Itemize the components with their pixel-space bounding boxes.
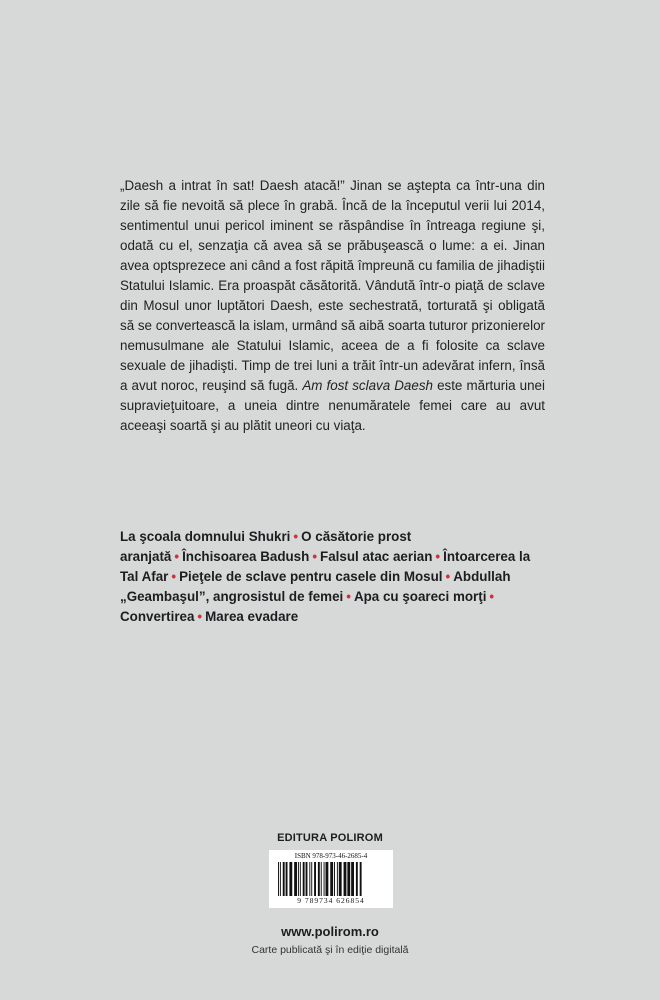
chapter-item: O căsătorie prost aranjată — [120, 529, 412, 564]
chapter-item: Închisoarea Badush — [182, 549, 310, 564]
barcode-bar — [286, 862, 288, 896]
blurb-paragraph — [120, 176, 545, 436]
chapter-list — [120, 527, 548, 627]
barcode-bar — [278, 862, 279, 896]
barcode-bar — [326, 862, 329, 896]
bullet-separator: • — [489, 589, 495, 604]
barcode-bar — [289, 862, 292, 896]
barcode-bar — [337, 862, 338, 896]
barcode-bar — [360, 862, 362, 896]
barcode-bar — [347, 862, 350, 896]
blurb-text-part2: este mărturia unei supravieţuitoare, a uneia dintre nenumăratele femei care au avut aceeaşi soartă şi au plătit uneori cu viaţa. — [120, 378, 545, 433]
digital-edition-note: Carte publicată şi în ediţie digitală — [251, 944, 409, 956]
chapter-item: Întoarcerea la Tal Afar — [120, 549, 531, 584]
barcode-bar — [351, 862, 354, 896]
barcode-bar — [311, 862, 312, 896]
barcode-bar — [283, 862, 285, 896]
barcode-bar — [298, 862, 299, 896]
barcode-bar — [280, 862, 281, 896]
bullet-separator: • — [435, 549, 441, 564]
bullet-separator: • — [293, 529, 299, 544]
chapter-item: Convertirea — [120, 609, 195, 624]
barcode-digits: 9 789734 626854 — [297, 896, 365, 905]
barcode-bar — [356, 862, 358, 896]
chapter-item: La şcoala domnului Shukri — [120, 529, 291, 544]
barcode-bar — [334, 862, 335, 896]
blurb-text-part1: „Daesh a intrat în sat! Daesh atacă!” Jinan se aştepta ca într-una din zile să fie nevoită să plece în grabă. Încă de la începutul verii lui 2014, sentimentul unui pericol iminent se răspândise în întreaga regiune şi, odată cu el, senzaţia că avea să se prăbuşească o lume: a ei. Jinan avea optsprezece ani când a fost răpită împreună cu familia de jihadiştii Statului Islamic. Era proaspăt căsătorită. Vândută într-o piaţă de sclave din Mosul unor luptători Daesh, este sechestrată, torturată şi obligată să se convertească la islam, urmând să aibă soarta tuturor prizonierelor nemusulmane ale Statului Islamic, aceea de a fi folosite ca sclave sexuale de jihadişti. Timp de trei luni a trăit într-un adevărat infern, însă a avut noroc, reuşind să fugă. — [120, 178, 545, 393]
book-title-italic: Am fost sclava Daesh — [302, 378, 433, 393]
chapter-item: Pieţele de sclave pentru casele din Mosul — [179, 569, 443, 584]
barcode-bar — [330, 862, 333, 896]
barcode-bar — [314, 862, 316, 896]
barcode-bar — [306, 862, 308, 896]
chapter-item: Apa cu şoareci morţi — [353, 589, 487, 604]
chapter-item: Falsul atac aerian — [320, 549, 433, 564]
barcode-bar — [324, 862, 325, 896]
bullet-separator: • — [445, 569, 451, 584]
bullet-separator: • — [197, 609, 203, 624]
barcode-bar — [321, 862, 322, 896]
barcode-bar — [300, 862, 301, 896]
publisher-name: EDITURA POLIROM — [277, 832, 383, 844]
barcode-bar — [339, 862, 342, 896]
bullet-separator: • — [346, 589, 351, 604]
barcode-bar — [318, 862, 320, 896]
bullet-separator: • — [312, 549, 318, 564]
isbn-label: ISBN 978-973-46-2685-4 — [294, 852, 368, 860]
barcode-bar — [303, 862, 305, 896]
bullet-separator: • — [171, 569, 177, 584]
bullet-separator: • — [174, 549, 180, 564]
chapter-item: Abdullah „Geambaşul”, angrosistul de femei — [120, 569, 511, 604]
chapter-item: Marea evadare — [205, 609, 299, 624]
barcode-bar — [344, 862, 347, 896]
barcode-bar — [294, 862, 297, 896]
isbn-barcode — [269, 850, 393, 908]
publisher-website: www.polirom.ro — [281, 924, 379, 939]
barcode-bars — [277, 862, 385, 896]
barcode-bar — [309, 862, 310, 896]
